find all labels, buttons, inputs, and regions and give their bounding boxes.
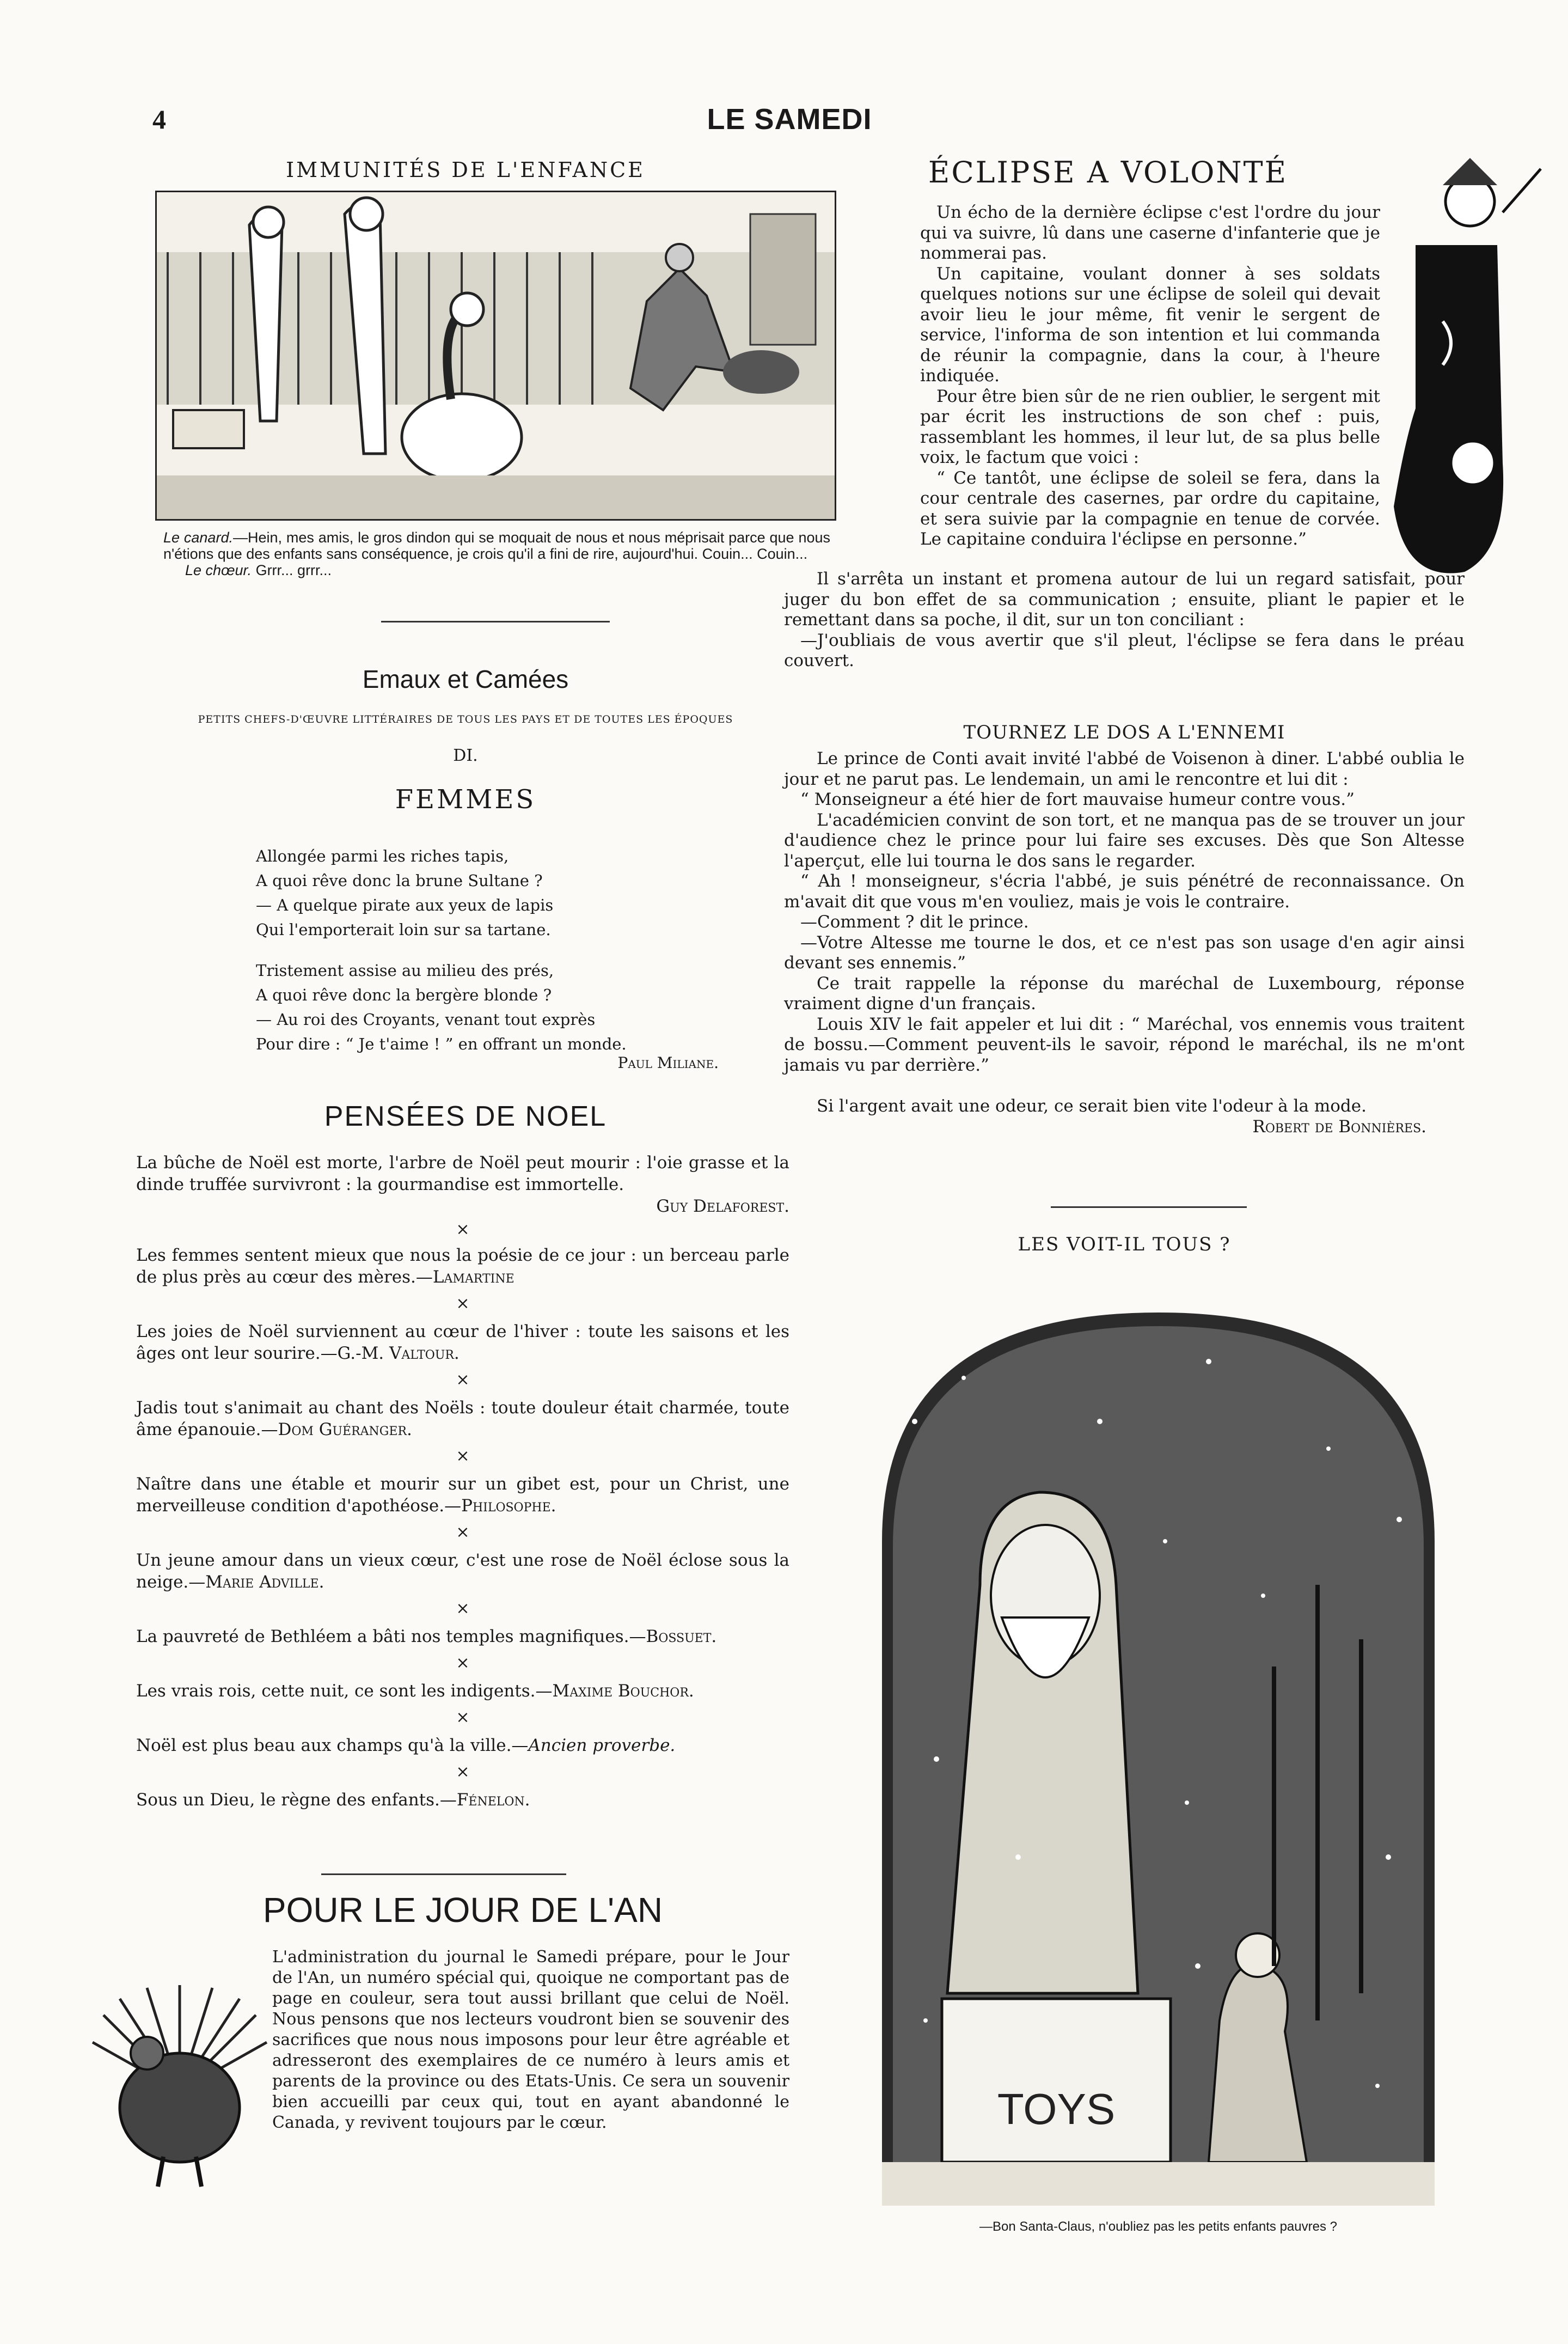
tournez-paragraph: Le prince de Conti avait invité l'abbé de Voisenon à diner. L'abbé oublia le jour et ne parut pas. Le lendemain, un ami le rencontre et lui dit : <box>784 749 1465 789</box>
pensee-author: Marie Adville. <box>205 1572 324 1592</box>
page-number: 4 <box>152 104 166 135</box>
pensee-item <box>136 1680 789 1702</box>
pensee-item <box>136 1626 789 1647</box>
immunites-illustration <box>155 191 836 521</box>
santa-caption: —Bon Santa-Claus, n'oubliez pas les petits enfants pauvres ? <box>979 2219 1337 2234</box>
tournez-author: Robert de Bonnières. <box>1252 1116 1426 1137</box>
pensee-author: Maxime Bouchor. <box>552 1681 694 1701</box>
eclipse-title: ÉCLIPSE A VOLONTÉ <box>928 155 1288 190</box>
pensee-author: Bossuet. <box>646 1627 717 1646</box>
tournez-paragraph: “ Ah ! monseigneur, s'écria l'abbé, je suis pénétré de reconnaissance. On m'avait dit que vous m'en vouliez, mais je vois le contraire. <box>784 871 1465 912</box>
pensee-author: Ancien proverbe. <box>528 1736 676 1755</box>
separator-mark: × <box>456 1523 470 1542</box>
femmes-title: FEMMES <box>395 784 536 815</box>
pensee-item <box>136 1549 789 1593</box>
emaux-subtitle: PETITS CHEFS-D'ŒUVRE LITTÉRAIRES DE TOUS LES PAYS ET DE TOUTES LES ÉPOQUES <box>198 713 733 725</box>
pensee-item <box>136 1789 789 1811</box>
divider <box>381 621 610 622</box>
eclipse-paragraph: —J'oubliais de vous avertir que s'il pleut, l'éclipse se fera dans le préau couvert. <box>784 630 1465 670</box>
pensee-item <box>136 1473 789 1517</box>
pensee-text: Naître dans une étable et mourir sur un gibet est, pour un Christ, une merveilleuse condition d'apothéose.— <box>136 1474 789 1516</box>
divider <box>321 1873 566 1875</box>
tournez-paragraph: Ce trait rappelle la réponse du maréchal de Luxembourg, réponse vraiment digne d'un français. <box>784 973 1465 1014</box>
toys-box-label: TOYS <box>997 2085 1116 2133</box>
immunites-caption <box>163 529 830 578</box>
tournez-paragraph: L'académicien convint de son tort, et ne manqua pas de se trouver un jour d'audience chez le prince pour lui faire ses excuses. Dès que Son Altesse l'aperçut, elle lui tourna le dos sans le regarder. <box>784 810 1465 871</box>
jour-de-lan-body: L'administration du journal le Samedi prépare, pour le Jour de l'An, un numéro spécial qui, quoique ne comportant pas de page en couleur, sera tout aussi brillant que celui de Noël. Nous pensons que nos lecteurs voudront bien se souvenir des sacrifices que nous nous imposons pour leur être agréable et adresseront des exemplaires de ce numéro à leurs amis et parents de la province ou des Etats-Unis. Ce sera un souvenir bien accueilli par ceux qui, tout en ayant abandonné le Canada, y revivent toujours par le cœur. <box>272 1948 789 2132</box>
tournez-body <box>784 749 1465 1137</box>
pensee-text: La bûche de Noël est morte, l'arbre de Noël peut mourir : l'oie grasse et la dinde truffée survivront : la gourmandise est immortelle. <box>136 1153 789 1194</box>
pensee-author: Philosophe. <box>461 1496 556 1516</box>
santa-claus-image <box>882 1313 1435 2206</box>
pensees-title: PENSÉES DE NOEL <box>324 1101 607 1132</box>
separator-mark: × <box>456 1653 470 1672</box>
separator-mark: × <box>456 1446 470 1466</box>
eclipse-paragraph: Un écho de la dernière éclipse c'est l'ordre du jour qui va suivre, lû dans une caserne d'infanterie que je nommerai pas. <box>920 203 1380 263</box>
poem-line: — A quelque pirate aux yeux de lapis <box>256 896 554 914</box>
immunites-title: IMMUNITÉS DE L'ENFANCE <box>286 158 645 182</box>
jour-de-lan-title: POUR LE JOUR DE L'AN <box>262 1890 663 1930</box>
poem-line: Allongée parmi les riches tapis, <box>256 847 509 865</box>
emaux-di: DI. <box>453 746 478 765</box>
voit-title: LES VOIT-IL TOUS ? <box>1018 1234 1231 1255</box>
stocking-illustration <box>1383 158 1546 583</box>
poem-line: A quoi rêve donc la brune Sultane ? <box>256 871 543 890</box>
pensee-text: Sous un Dieu, le règne des enfants.— <box>136 1790 457 1810</box>
eclipse-paragraph: Il s'arrêta un instant et promena autour de lui un regard satisfait, pour juger du bon effet de sa communication ; ensuite, pliant le papier et le remettant dans sa poche, il dit, sur un ton conciliant : <box>784 569 1465 630</box>
pensee-text: Les joies de Noël surviennent au cœur de l'hiver : toute les saisons et les âges ont leur sourire.— <box>136 1322 789 1363</box>
separator-mark: × <box>456 1370 470 1389</box>
eclipse-paragraph: Un capitaine, voulant donner à ses soldats quelques notions sur une éclipse de soleil qui devait avoir lieu le jour même, fit venir le sergent de service, l'informa de son intention et lui commanda de réunir la compagnie, dans la cour, à l'heure indiquée. <box>920 264 1380 386</box>
poem-author: Paul Miliane. <box>617 1054 719 1072</box>
santa-illustration <box>882 1313 1435 2206</box>
pensee-author: G.-M. Valtour. <box>337 1344 460 1363</box>
geese-turkey-boy-image <box>157 192 835 519</box>
emaux-title: Emaux et Camées <box>362 665 569 693</box>
tournez-maxim: Si l'argent avait une odeur, ce serait bien vite l'odeur à la mode. <box>817 1096 1367 1116</box>
poem-line: A quoi rêve donc la bergère blonde ? <box>256 986 552 1004</box>
pensee-item <box>136 1735 789 1756</box>
pensee-text: Les femmes sentent mieux que nous la poésie de ce jour : un berceau parle de plus près au cœur des mères.— <box>136 1246 789 1287</box>
pensee-item <box>136 1397 789 1440</box>
pensee-item <box>136 1152 789 1217</box>
caption-text-1: —Hein, mes amis, le gros dindon qui se moquait de nous et nous méprisait parce que nous n'étions que des enfants sans conséquence, je crois qu'il a fini de rire, aujourd'hui. Couin... Couin... <box>163 529 830 562</box>
separator-mark: × <box>456 1599 470 1618</box>
separator-mark: × <box>456 1220 470 1239</box>
jester-stocking-image <box>1383 158 1546 583</box>
pensee-item <box>136 1244 789 1288</box>
separator-mark: × <box>456 1708 470 1727</box>
pensee-text: Jadis tout s'animait au chant des Noëls : toute douleur était charmée, toute âme épanouie.— <box>136 1398 789 1439</box>
pensee-text: Noël est plus beau aux champs qu'à la ville.— <box>136 1736 529 1755</box>
separator-mark: × <box>456 1294 470 1313</box>
pensee-author: Dom Guéranger. <box>278 1420 412 1439</box>
eclipse-paragraph: “ Ce tantôt, une éclipse de soleil se fera, dans la cour centrale des casernes, par ordre du capitaine, et sera suivie par la compagnie en tenue de corvée. Le capitaine conduira l'éclipse en personne.” <box>920 468 1380 549</box>
divider <box>1051 1206 1247 1208</box>
eclipse-paragraph: Pour être bien sûr de ne rien oublier, le sergent mit par écrit les instructions de son chef : puis, rassemblant les hommes, il leur lut, de sa plus belle voix, le factum que voici : <box>920 386 1380 467</box>
tournez-paragraph: “ Monseigneur a été hier de fort mauvaise humeur contre vous.” <box>800 790 1355 809</box>
eclipse-body <box>920 203 1380 550</box>
pensee-author: Fénelon. <box>456 1790 530 1810</box>
poem-line: — Au roi des Croyants, venant tout exprès <box>256 1010 596 1029</box>
poem-line: Qui l'emporterait loin sur sa tartane. <box>256 920 551 939</box>
pensee-author: Lamartine <box>432 1267 514 1287</box>
pensee-text: Un jeune amour dans un vieux cœur, c'est une rose de Noël éclose sous la neige.— <box>136 1551 789 1592</box>
poem-line: Tristement assise au milieu des prés, <box>256 961 554 980</box>
pensee-text: Les vrais rois, cette nuit, ce sont les indigents.— <box>136 1681 553 1701</box>
separator-mark: × <box>456 1762 470 1781</box>
pensee-text: La pauvreté de Bethléem a bâti nos temples magnifiques.— <box>136 1627 646 1646</box>
masthead: LE SAMEDI <box>707 103 872 136</box>
tournez-paragraph: Louis XIV le fait appeler et lui dit : “ Maréchal, vos ennemis vous traitent de bossu.—Comment peuvent-ils le savoir, répond le maréchal, ils ne m'ont jamais vu par derrière.” <box>784 1014 1465 1075</box>
poem-line: Pour dire : “ Je t'aime ! ” en offrant un monde. <box>256 1035 627 1053</box>
caption-speaker-2: Le chœur. <box>185 562 252 578</box>
tournez-title: TOURNEZ LE DOS A L'ENNEMI <box>963 722 1285 743</box>
caption-speaker-1: Le canard. <box>163 529 233 546</box>
tournez-paragraph: —Votre Altesse me tourne le dos, et ce n'est pas son usage d'en agir ainsi devant ses ennemis.” <box>784 932 1465 973</box>
caption-text-2: Grrr... grrr... <box>255 562 332 578</box>
eclipse-body-wide <box>784 569 1465 672</box>
pensee-author: Guy Delaforest. <box>656 1197 789 1216</box>
tournez-paragraph: —Comment ? dit le prince. <box>800 912 1029 932</box>
pensees-list <box>136 1152 789 1811</box>
pensee-item <box>136 1321 789 1364</box>
femmes-poem <box>256 844 746 1057</box>
